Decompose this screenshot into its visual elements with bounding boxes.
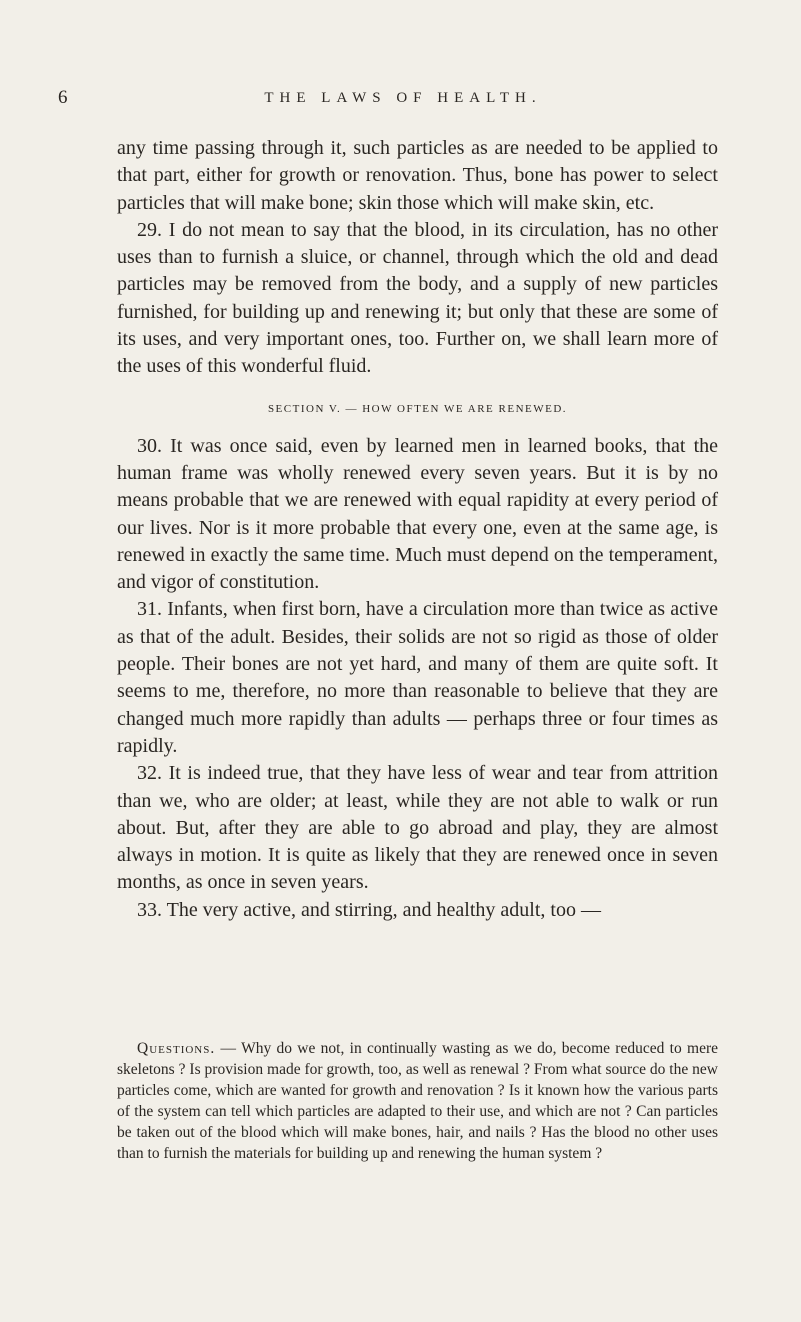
paragraph-30: 30. It was once said, even by learned men in learned books, that the human frame was wholly renewed every seven years. But it is by no means probable that we are renewed with equal rapidity at every period of our lives. Nor is it more probable that every one, even at the same age, is renewed in exactly the same time. Much must depend on the temperament, and vigor of constitution. bbox=[117, 434, 718, 594]
questions-paragraph bbox=[117, 1038, 718, 1164]
paragraph-29: 29. I do not mean to say that the blood, in its circulation, has no other uses than to furnish a sluice, or channel, through which the old and dead particles may be removed from the body, and a supply of new particles furnished, for building up and renewing it; but only that these are some of its uses, and very important ones, too. Further on, we shall learn more of the uses of this wonderful fluid. bbox=[117, 218, 718, 378]
paragraph-33: 33. The very active, and stirring, and healthy adult, too — bbox=[137, 898, 601, 921]
page-number: 6 bbox=[58, 87, 68, 108]
running-head bbox=[58, 86, 708, 110]
running-title: THE LAWS OF HEALTH. bbox=[264, 90, 542, 106]
paragraph-continuation: any time passing through it, such particles as are needed to be applied to that part, either for growth or renovation. Thus, bone has power to select particles that will make bone; skin those which will make skin, etc. bbox=[117, 137, 718, 214]
paragraph-31: 31. Infants, when first born, have a circulation more than twice as active as that of the adult. Besides, their solids are not so rigid as those of older people. Their bones are not yet hard, and many of them are quite soft. It seems to me, therefore, no more than reasonable to believe that they are changed much more rapidly than adults — perhaps three or four times as rapidly. bbox=[117, 598, 718, 757]
section-heading: SECTION V. — HOW OFTEN WE ARE RENEWED. bbox=[267, 402, 568, 415]
questions-text: — Why do we not, in continually wasting as we do, become reduced to mere skeletons ? Is provision made for growth, too, as well as renewal ? From what source do the new particles come, which are wanted for growth and renovation ? Is it known how the various parts of the system can tell which particles are adapted to their use, and which are not ? Can particles be taken out of the blood which will make bones, hair, and nails ? Has the blood no other uses than to furnish the materials for building up and renewing the human system ? bbox=[117, 1040, 718, 1162]
questions-block bbox=[117, 1038, 718, 1164]
body-text bbox=[117, 135, 718, 924]
questions-label: Questions. bbox=[137, 1040, 216, 1057]
paragraph-32: 32. It is indeed true, that they have less of wear and tear from attrition than we, who are older; at least, while they are not able to walk or run about. But, after they are able to go abroad and play, they are almost always in motion. It is quite as likely that they are renewed once in seven months, as once in seven years. bbox=[117, 762, 718, 894]
